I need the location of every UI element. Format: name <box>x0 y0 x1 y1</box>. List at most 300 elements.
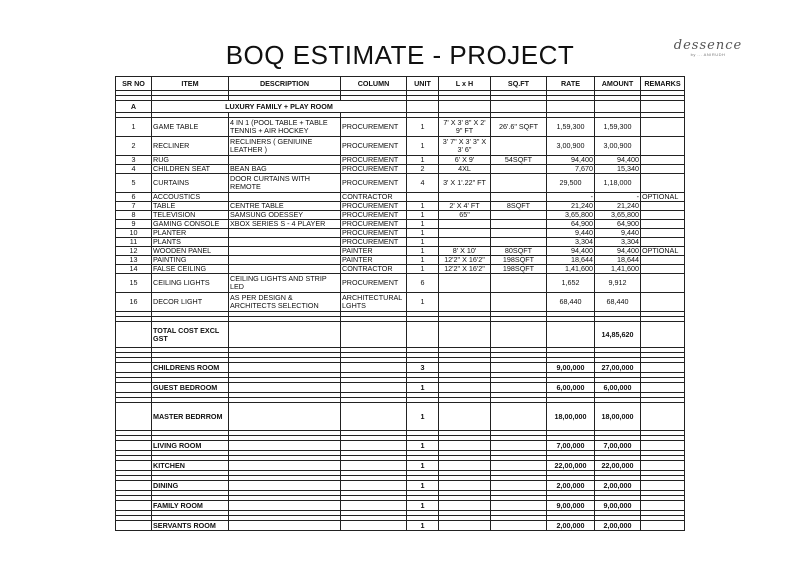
section-row <box>116 101 685 113</box>
item-remarks <box>641 256 685 265</box>
item-sqft <box>491 174 547 193</box>
empty-cell <box>116 322 152 348</box>
header-row <box>116 77 685 91</box>
item-row <box>116 274 685 293</box>
empty-cell <box>547 322 595 348</box>
total-label: TOTAL COST EXCL GST <box>152 322 229 348</box>
item-unit: 1 <box>407 211 439 220</box>
item-lxh <box>439 274 491 293</box>
item-desc <box>229 156 341 165</box>
item-unit: 1 <box>407 220 439 229</box>
section-title: LUXURY FAMILY + PLAY ROOM <box>152 101 407 113</box>
item-unit: 1 <box>407 118 439 137</box>
item-desc: SAMSUNG ODESSEY <box>229 211 341 220</box>
room-row <box>116 481 685 491</box>
item-col: ARCHITECTURAL LGHTS <box>341 293 407 312</box>
room-row <box>116 441 685 451</box>
room-name: FAMILY ROOM <box>152 501 229 511</box>
item-lxh: 7' X 3' 8" X 2' 9" FT <box>439 118 491 137</box>
room-amount: 7,00,000 <box>595 441 641 451</box>
item-desc <box>229 229 341 238</box>
logo-tagline: by ... ANIRUDH <box>690 52 726 57</box>
empty-cell <box>439 441 491 451</box>
item-remarks: OPTIONAL <box>641 193 685 202</box>
empty-cell <box>116 363 152 373</box>
item-row <box>116 256 685 265</box>
item-unit: 6 <box>407 274 439 293</box>
item-sr: 13 <box>116 256 152 265</box>
column-header-3: COLUMN <box>341 77 407 91</box>
total-amount: 14,85,620 <box>595 322 641 348</box>
item-unit: 1 <box>407 202 439 211</box>
item-row <box>116 211 685 220</box>
room-rate: 7,00,000 <box>547 441 595 451</box>
room-rate: 6,00,000 <box>547 383 595 393</box>
item-lxh: 6' X 9' <box>439 156 491 165</box>
item-amount: 3,304 <box>595 238 641 247</box>
empty-cell <box>116 521 152 531</box>
item-rate: 9,440 <box>547 229 595 238</box>
empty-cell <box>641 441 685 451</box>
room-amount: 22,00,000 <box>595 461 641 471</box>
item-item: PLANTS <box>152 238 229 247</box>
item-lxh: 65" <box>439 211 491 220</box>
column-header-2: DESCRIPTION <box>229 77 341 91</box>
empty-cell <box>116 403 152 431</box>
item-sr: 12 <box>116 247 152 256</box>
item-sqft <box>491 274 547 293</box>
column-header-5: L x H <box>439 77 491 91</box>
item-amount: 9,440 <box>595 229 641 238</box>
item-desc: CENTRE TABLE <box>229 202 341 211</box>
room-name: GUEST BEDROOM <box>152 383 229 393</box>
empty-cell <box>116 481 152 491</box>
empty-cell <box>116 501 152 511</box>
item-desc <box>229 247 341 256</box>
item-sqft <box>491 229 547 238</box>
item-item: PAINTING <box>152 256 229 265</box>
empty-cell <box>229 521 341 531</box>
item-rate: 68,440 <box>547 293 595 312</box>
item-amount: 68,440 <box>595 293 641 312</box>
column-header-0: SR NO <box>116 77 152 91</box>
room-rate: 2,00,000 <box>547 521 595 531</box>
item-row <box>116 118 685 137</box>
room-amount: 18,00,000 <box>595 403 641 431</box>
item-item: GAMING CONSOLE <box>152 220 229 229</box>
room-amount: 2,00,000 <box>595 481 641 491</box>
empty-cell <box>439 481 491 491</box>
room-amount: 6,00,000 <box>595 383 641 393</box>
item-item: RECLINER <box>152 137 229 156</box>
item-desc: BEAN BAG <box>229 165 341 174</box>
item-lxh <box>439 229 491 238</box>
item-col: PROCUREMENT <box>341 202 407 211</box>
empty-cell <box>407 322 439 348</box>
item-unit: 1 <box>407 247 439 256</box>
item-remarks <box>641 238 685 247</box>
item-amount: 21,240 <box>595 202 641 211</box>
item-row <box>116 265 685 274</box>
item-desc <box>229 238 341 247</box>
item-desc: 4 IN 1 (POOL TABLE + TABLE TENNIS + AIR HOCKEY <box>229 118 341 137</box>
item-amount: 1,41,600 <box>595 265 641 274</box>
empty-cell <box>641 481 685 491</box>
page-title: BOQ ESTIMATE - PROJECT <box>225 40 575 70</box>
item-sr: 3 <box>116 156 152 165</box>
item-col: PAINTER <box>341 247 407 256</box>
item-item: DECOR LIGHT <box>152 293 229 312</box>
item-col: PROCUREMENT <box>341 137 407 156</box>
column-header-8: AMOUNT <box>595 77 641 91</box>
item-col: CONTRACTOR <box>341 265 407 274</box>
empty-cell <box>341 501 407 511</box>
empty-cell <box>116 441 152 451</box>
item-sr: 15 <box>116 274 152 293</box>
empty-cell <box>641 461 685 471</box>
item-row <box>116 220 685 229</box>
item-amount: 94,400 <box>595 247 641 256</box>
item-lxh <box>439 193 491 202</box>
item-rate: 3,65,800 <box>547 211 595 220</box>
item-sr: 8 <box>116 211 152 220</box>
item-row <box>116 174 685 193</box>
item-item: PLANTER <box>152 229 229 238</box>
item-remarks <box>641 118 685 137</box>
item-row <box>116 193 685 202</box>
item-sqft <box>491 165 547 174</box>
item-item: TABLE <box>152 202 229 211</box>
item-item: ACCOUSTICS <box>152 193 229 202</box>
item-row <box>116 165 685 174</box>
item-unit: 1 <box>407 156 439 165</box>
room-rate: 22,00,000 <box>547 461 595 471</box>
room-rate: 2,00,000 <box>547 481 595 491</box>
boq-table <box>115 76 685 531</box>
item-desc: CEILING LIGHTS AND STRIP LED <box>229 274 341 293</box>
item-row <box>116 247 685 256</box>
item-unit: 4 <box>407 174 439 193</box>
item-remarks <box>641 293 685 312</box>
empty-cell <box>491 322 547 348</box>
column-header-9: REMARKS <box>641 77 685 91</box>
item-sqft <box>491 137 547 156</box>
item-rate: 64,900 <box>547 220 595 229</box>
item-sqft: 8SQFT <box>491 202 547 211</box>
item-rate: 29,500 <box>547 174 595 193</box>
item-sqft <box>491 220 547 229</box>
room-rate: 9,00,000 <box>547 501 595 511</box>
item-amount: 15,340 <box>595 165 641 174</box>
item-lxh: 12'2" X 16'2" <box>439 265 491 274</box>
item-col: CONTRACTOR <box>341 193 407 202</box>
item-unit <box>407 193 439 202</box>
empty-cell <box>491 461 547 471</box>
empty-cell <box>641 363 685 373</box>
room-amount: 9,00,000 <box>595 501 641 511</box>
item-remarks <box>641 156 685 165</box>
room-unit: 1 <box>407 481 439 491</box>
item-lxh: 8' X 10' <box>439 247 491 256</box>
item-desc: DOOR CURTAINS WITH REMOTE <box>229 174 341 193</box>
item-desc <box>229 193 341 202</box>
item-sr: 10 <box>116 229 152 238</box>
column-header-1: ITEM <box>152 77 229 91</box>
empty-cell <box>439 101 491 113</box>
item-col: PROCUREMENT <box>341 238 407 247</box>
empty-cell <box>229 383 341 393</box>
item-sr: 2 <box>116 137 152 156</box>
item-amount: 18,644 <box>595 256 641 265</box>
item-col: PROCUREMENT <box>341 229 407 238</box>
room-row <box>116 383 685 393</box>
item-row <box>116 238 685 247</box>
item-unit: 1 <box>407 137 439 156</box>
item-sr: 9 <box>116 220 152 229</box>
empty-cell <box>341 521 407 531</box>
empty-cell <box>641 101 685 113</box>
room-row <box>116 461 685 471</box>
item-col: PROCUREMENT <box>341 220 407 229</box>
room-rate: 9,00,000 <box>547 363 595 373</box>
empty-cell <box>341 322 407 348</box>
item-unit: 1 <box>407 238 439 247</box>
empty-cell <box>491 501 547 511</box>
item-lxh <box>439 220 491 229</box>
item-item: GAME TABLE <box>152 118 229 137</box>
item-rate: 94,400 <box>547 156 595 165</box>
item-amount: 1,59,300 <box>595 118 641 137</box>
item-row <box>116 156 685 165</box>
item-sr: 4 <box>116 165 152 174</box>
empty-cell <box>439 383 491 393</box>
column-header-6: SQ.FT <box>491 77 547 91</box>
room-unit: 1 <box>407 383 439 393</box>
empty-cell <box>595 101 641 113</box>
room-name: CHILDRENS ROOM <box>152 363 229 373</box>
empty-cell <box>229 461 341 471</box>
empty-cell <box>439 403 491 431</box>
item-unit: 1 <box>407 256 439 265</box>
item-item: RUG <box>152 156 229 165</box>
item-amount: 64,900 <box>595 220 641 229</box>
room-amount: 27,00,000 <box>595 363 641 373</box>
empty-cell <box>641 383 685 393</box>
item-amount: 9,912 <box>595 274 641 293</box>
item-row <box>116 293 685 312</box>
item-sr: 5 <box>116 174 152 193</box>
item-lxh: 4XL <box>439 165 491 174</box>
empty-cell <box>341 461 407 471</box>
empty-cell <box>229 322 341 348</box>
item-desc: AS PER DESIGN & ARCHITECTS SELECTION <box>229 293 341 312</box>
empty-cell <box>341 441 407 451</box>
room-unit: 1 <box>407 403 439 431</box>
item-rate: 3,00,900 <box>547 137 595 156</box>
item-amount: 3,65,800 <box>595 211 641 220</box>
item-item: CURTAINS <box>152 174 229 193</box>
room-name: DINING <box>152 481 229 491</box>
empty-cell <box>439 521 491 531</box>
room-unit: 3 <box>407 363 439 373</box>
total-row <box>116 322 685 348</box>
empty-cell <box>116 461 152 471</box>
empty-cell <box>641 521 685 531</box>
room-unit: 1 <box>407 521 439 531</box>
item-rate: 18,644 <box>547 256 595 265</box>
item-lxh: 3' X 1'.22" FT <box>439 174 491 193</box>
room-name: MASTER BEDRROM <box>152 403 229 431</box>
item-sqft: 198SQFT <box>491 256 547 265</box>
empty-cell <box>229 481 341 491</box>
room-name: KITCHEN <box>152 461 229 471</box>
empty-cell <box>491 403 547 431</box>
empty-cell <box>229 441 341 451</box>
room-row <box>116 521 685 531</box>
room-rate: 18,00,000 <box>547 403 595 431</box>
item-rate: 1,652 <box>547 274 595 293</box>
item-remarks: OPTIONAL <box>641 247 685 256</box>
item-col: PROCUREMENT <box>341 174 407 193</box>
item-lxh: 3' 7" X 3' 3" X 3' 6" <box>439 137 491 156</box>
item-remarks <box>641 137 685 156</box>
empty-cell <box>641 322 685 348</box>
item-sr: 11 <box>116 238 152 247</box>
item-remarks <box>641 202 685 211</box>
empty-cell <box>229 363 341 373</box>
item-remarks <box>641 229 685 238</box>
empty-cell <box>439 322 491 348</box>
item-sqft <box>491 211 547 220</box>
item-unit: 1 <box>407 265 439 274</box>
room-unit: 1 <box>407 461 439 471</box>
empty-cell <box>341 383 407 393</box>
item-desc <box>229 256 341 265</box>
item-sqft: 54SQFT <box>491 156 547 165</box>
room-name: LIVING ROOM <box>152 441 229 451</box>
room-amount: 2,00,000 <box>595 521 641 531</box>
item-desc: RECLINERS ( GENIUINE LEATHER ) <box>229 137 341 156</box>
item-remarks <box>641 274 685 293</box>
item-rate: 21,240 <box>547 202 595 211</box>
empty-cell <box>491 481 547 491</box>
item-unit: 2 <box>407 165 439 174</box>
item-col: PROCUREMENT <box>341 211 407 220</box>
item-rate: 1,41,600 <box>547 265 595 274</box>
item-remarks <box>641 265 685 274</box>
item-lxh: 12'2" X 16'2" <box>439 256 491 265</box>
item-item: CHILDREN SEAT <box>152 165 229 174</box>
item-amount: 1,18,000 <box>595 174 641 193</box>
room-row <box>116 363 685 373</box>
item-sqft: 198SQFT <box>491 265 547 274</box>
item-desc <box>229 265 341 274</box>
item-lxh <box>439 238 491 247</box>
item-unit: 1 <box>407 229 439 238</box>
item-sr: 14 <box>116 265 152 274</box>
empty-cell <box>229 501 341 511</box>
item-rate: - <box>547 193 595 202</box>
empty-cell <box>641 501 685 511</box>
empty-cell <box>439 461 491 471</box>
item-amount: 94,400 <box>595 156 641 165</box>
item-remarks <box>641 165 685 174</box>
item-amount: - <box>595 193 641 202</box>
room-row <box>116 501 685 511</box>
item-amount: 3,00,900 <box>595 137 641 156</box>
item-rate: 7,670 <box>547 165 595 174</box>
item-item: FALSE CEILING <box>152 265 229 274</box>
item-sr: 16 <box>116 293 152 312</box>
empty-cell <box>491 441 547 451</box>
empty-cell <box>116 383 152 393</box>
item-sqft <box>491 293 547 312</box>
room-unit: 1 <box>407 441 439 451</box>
brand-logo <box>668 38 748 57</box>
item-col: PROCUREMENT <box>341 274 407 293</box>
item-item: TELEVISION <box>152 211 229 220</box>
empty-cell <box>491 521 547 531</box>
item-sqft <box>491 238 547 247</box>
column-header-4: UNIT <box>407 77 439 91</box>
item-desc: XBOX SERIES S - 4 PLAYER <box>229 220 341 229</box>
column-header-7: RATE <box>547 77 595 91</box>
item-col: PAINTER <box>341 256 407 265</box>
item-item: WOODEN PANEL <box>152 247 229 256</box>
empty-cell <box>641 403 685 431</box>
empty-cell <box>439 363 491 373</box>
item-row <box>116 202 685 211</box>
item-unit: 1 <box>407 293 439 312</box>
item-rate: 94,400 <box>547 247 595 256</box>
item-sqft: 26'.6" SQFT <box>491 118 547 137</box>
logo-script-text: dessence <box>673 38 743 53</box>
empty-cell <box>491 363 547 373</box>
item-sr: 7 <box>116 202 152 211</box>
empty-cell <box>229 403 341 431</box>
item-lxh <box>439 293 491 312</box>
item-remarks <box>641 211 685 220</box>
empty-cell <box>547 101 595 113</box>
item-sqft <box>491 193 547 202</box>
room-name: SERVANTS ROOM <box>152 521 229 531</box>
room-unit: 1 <box>407 501 439 511</box>
item-sr: 6 <box>116 193 152 202</box>
item-row <box>116 229 685 238</box>
item-col: PROCUREMENT <box>341 156 407 165</box>
item-rate: 3,304 <box>547 238 595 247</box>
empty-cell <box>407 101 439 113</box>
item-sr: 1 <box>116 118 152 137</box>
empty-cell <box>341 363 407 373</box>
empty-cell <box>341 403 407 431</box>
item-col: PROCUREMENT <box>341 118 407 137</box>
item-sqft: 80SQFT <box>491 247 547 256</box>
item-lxh: 2' X 4' FT <box>439 202 491 211</box>
section-code: A <box>116 101 152 113</box>
room-row <box>116 403 685 431</box>
item-remarks <box>641 220 685 229</box>
empty-cell <box>341 481 407 491</box>
item-item: CEILING LIGHTS <box>152 274 229 293</box>
item-remarks <box>641 174 685 193</box>
item-col: PROCUREMENT <box>341 165 407 174</box>
empty-cell <box>439 501 491 511</box>
empty-cell <box>491 383 547 393</box>
empty-cell <box>491 101 547 113</box>
item-row <box>116 137 685 156</box>
item-rate: 1,59,300 <box>547 118 595 137</box>
